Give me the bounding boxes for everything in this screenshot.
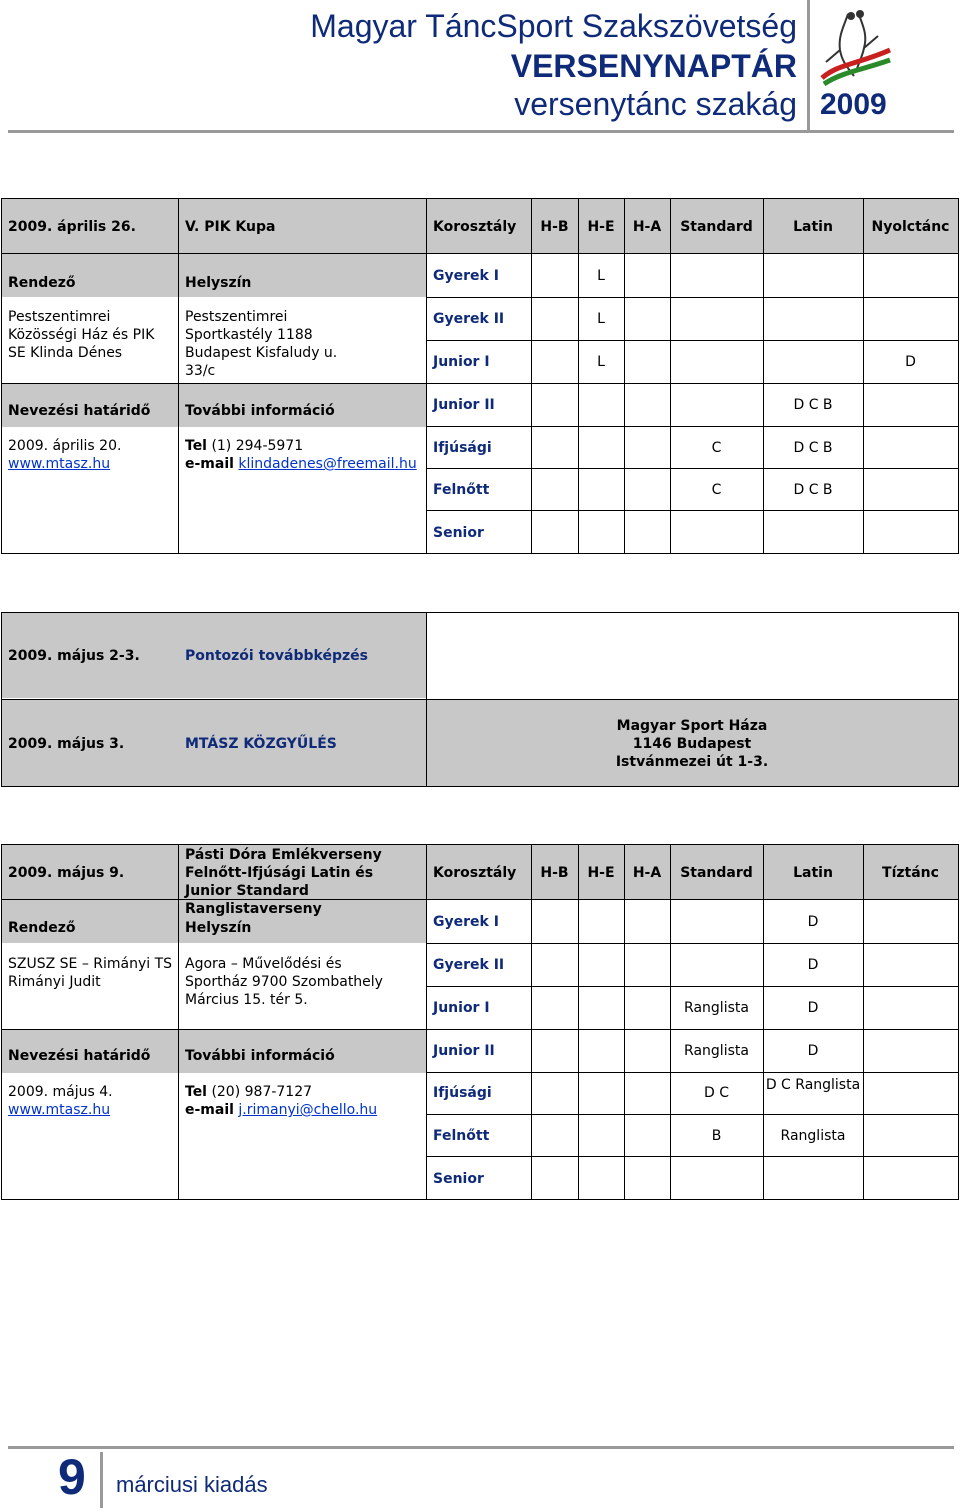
edition-label: márciusi kiadás: [116, 1472, 268, 1497]
rule: [531, 844, 532, 1200]
category: Junior II: [433, 1043, 495, 1059]
rule: [1, 1199, 959, 1200]
email-label: e-mail: [185, 456, 234, 472]
col-header-age: Korosztály: [433, 865, 517, 881]
rule: [426, 1114, 958, 1115]
footer-rule: [8, 1446, 954, 1449]
category-value: L: [597, 354, 605, 370]
rule: [426, 510, 958, 511]
rule: [958, 844, 959, 1200]
page-number: 9: [58, 1449, 86, 1505]
event3-place-line1: Magyar Sport Háza: [616, 718, 768, 734]
event4-email-row: [185, 1101, 377, 1119]
col-header-hb: H-B: [540, 219, 569, 235]
col-header-tiztanc: Tíztánc: [882, 865, 939, 881]
rule: [426, 844, 427, 1200]
rule: [670, 844, 671, 1200]
event4-email-link[interactable]: j.rimanyi@chello.hu: [238, 1102, 378, 1118]
category: Senior: [433, 1171, 484, 1187]
rule: [1, 844, 959, 845]
rule: [426, 383, 958, 384]
col-header-latin: Latin: [793, 219, 833, 235]
rule: [1, 844, 2, 1200]
rule: [426, 468, 958, 469]
rule: [863, 844, 864, 1200]
rule: [670, 198, 671, 554]
event2-date: 2009. május 2-3.: [8, 648, 140, 664]
organizer-label: Rendező: [8, 275, 76, 291]
rule: [958, 612, 959, 787]
event4-organizer: SZUSZ SE – Rimányi TS Rimányi Judit: [8, 956, 173, 990]
category-value: D: [807, 1000, 819, 1016]
category-value: D C Ranglista: [765, 1077, 861, 1093]
calendar-title: VERSENYNAPTÁR: [510, 48, 797, 84]
rule: [426, 198, 427, 554]
category-value: D C: [703, 1085, 729, 1101]
federation-name: Magyar TáncSport Szakszövetség: [310, 8, 797, 44]
header-rule: [8, 130, 954, 133]
category: Senior: [433, 525, 484, 541]
rule: [1, 253, 959, 254]
category-value: Ranglista: [684, 1043, 749, 1059]
info-label: További információ: [185, 1048, 335, 1064]
rule: [763, 198, 764, 554]
rule: [763, 844, 764, 1200]
category-value: D: [807, 1043, 819, 1059]
col-header-standard: Standard: [680, 219, 753, 235]
rule: [1, 198, 2, 554]
header-divider: [807, 0, 810, 132]
col-header-age: Korosztály: [433, 219, 517, 235]
category-value: Ranglista: [684, 1000, 749, 1016]
rule: [1, 1029, 427, 1030]
category-value: D: [807, 957, 819, 973]
col-header-standard: Standard: [680, 865, 753, 881]
category-value: B: [711, 1128, 722, 1144]
category: Junior I: [433, 1000, 490, 1016]
rule: [178, 198, 179, 554]
event1-email-row: [185, 455, 417, 473]
calendar-year: 2009: [820, 88, 887, 121]
rule: [178, 844, 179, 1200]
rule: [1, 612, 959, 613]
event3-date: 2009. május 3.: [8, 736, 125, 752]
category: Junior II: [433, 397, 495, 413]
rule: [426, 1156, 958, 1157]
col-header-nyolctanc: Nyolctánc: [871, 219, 950, 235]
category: Gyerek I: [433, 914, 499, 930]
event4-deadline: 2009. május 4.: [8, 1084, 113, 1100]
col-header-he: H-E: [587, 865, 615, 881]
category-value: C: [711, 440, 722, 456]
category: Felnőtt: [433, 1128, 490, 1144]
event3-name: MTÁSZ KÖZGYŰLÉS: [185, 736, 337, 752]
rule: [426, 340, 958, 341]
rule: [426, 426, 958, 427]
col-header-he: H-E: [587, 219, 615, 235]
rule: [426, 1029, 958, 1030]
event1-organizer: Pestszentimrei Közösségi Ház és PIK SE Klinda Dénes: [8, 309, 155, 361]
tel-label: Tel: [185, 438, 207, 454]
event1-website-link[interactable]: www.mtasz.hu: [8, 456, 111, 472]
tel-label: Tel: [185, 1084, 207, 1100]
category-value: D C B: [793, 440, 833, 456]
rule: [1, 786, 959, 787]
category-value: D C B: [793, 482, 833, 498]
rule: [624, 198, 625, 554]
col-header-latin: Latin: [793, 865, 833, 881]
branch-name: versenytánc szakág: [514, 86, 797, 122]
event1-deadline: 2009. április 20.: [8, 438, 122, 454]
rule: [426, 1072, 958, 1073]
event4-website-link[interactable]: www.mtasz.hu: [8, 1102, 111, 1118]
category-value: C: [711, 482, 722, 498]
info-label: További információ: [185, 403, 335, 419]
venue-label: Helyszín: [185, 275, 252, 291]
event1-email-link[interactable]: klindadenes@freemail.hu: [238, 456, 417, 472]
event4-name: Pásti Dóra Emlékverseny Felnőtt-Ifjúsági Latin és Junior Standard Ranglistaverseny: [185, 847, 382, 917]
rule: [531, 198, 532, 554]
rule: [426, 297, 958, 298]
email-label: e-mail: [185, 1102, 234, 1118]
rule: [863, 198, 864, 554]
rule: [624, 844, 625, 1200]
event4-venue: Agora – Művelődési és Sportház 9700 Szombathely Március 15. tér 5.: [185, 956, 383, 1008]
event1-tel: (1) 294-5971: [211, 438, 304, 454]
category: Gyerek II: [433, 311, 505, 327]
rule: [1, 553, 959, 554]
event1-name: V. PIK Kupa: [185, 219, 276, 235]
category: Ifjúsági: [433, 1085, 492, 1101]
rule: [1, 383, 427, 384]
event4-tel: (20) 987-7127: [211, 1084, 313, 1100]
venue-label: Helyszín: [185, 920, 252, 936]
footer-divider: [100, 1452, 103, 1508]
rule: [1, 699, 959, 700]
category-value: L: [597, 268, 605, 284]
category: Gyerek II: [433, 957, 505, 973]
rule: [1, 899, 959, 900]
col-header-ha: H-A: [632, 219, 662, 235]
category: Felnőtt: [433, 482, 490, 498]
deadline-label: Nevezési határidő: [8, 403, 151, 419]
category-value: Ranglista: [780, 1128, 846, 1144]
event4-date: 2009. május 9.: [8, 865, 125, 881]
category-value: D: [807, 914, 819, 930]
organizer-label: Rendező: [8, 920, 76, 936]
event3-place-line2: 1146 Budapest: [632, 736, 752, 752]
category-value: D: [905, 354, 916, 370]
event3-place-line3: Istvánmezei út 1-3.: [615, 754, 769, 770]
dancers-logo-icon: [818, 6, 894, 86]
rule: [578, 198, 579, 554]
category-value: L: [597, 311, 605, 327]
event1-venue: Pestszentimrei Sportkastély 1188 Budapest Kisfaludy u. 33/c: [185, 309, 338, 379]
col-header-hb: H-B: [540, 865, 569, 881]
category: Gyerek I: [433, 268, 499, 284]
rule: [426, 943, 958, 944]
event4-tel-row: [185, 1083, 312, 1101]
rule: [958, 198, 959, 554]
event2-name: Pontozói továbbképzés: [185, 648, 368, 664]
deadline-label: Nevezési határidő: [8, 1048, 151, 1064]
col-header-ha: H-A: [632, 865, 662, 881]
event1-date: 2009. április 26.: [8, 219, 136, 235]
category: Ifjúsági: [433, 440, 492, 456]
rule: [1, 198, 959, 199]
rule: [1, 612, 2, 787]
category-value: D C B: [793, 397, 833, 413]
rule: [578, 844, 579, 1200]
category: Junior I: [433, 354, 490, 370]
event1-tel-row: [185, 437, 303, 455]
rule: [426, 986, 958, 987]
